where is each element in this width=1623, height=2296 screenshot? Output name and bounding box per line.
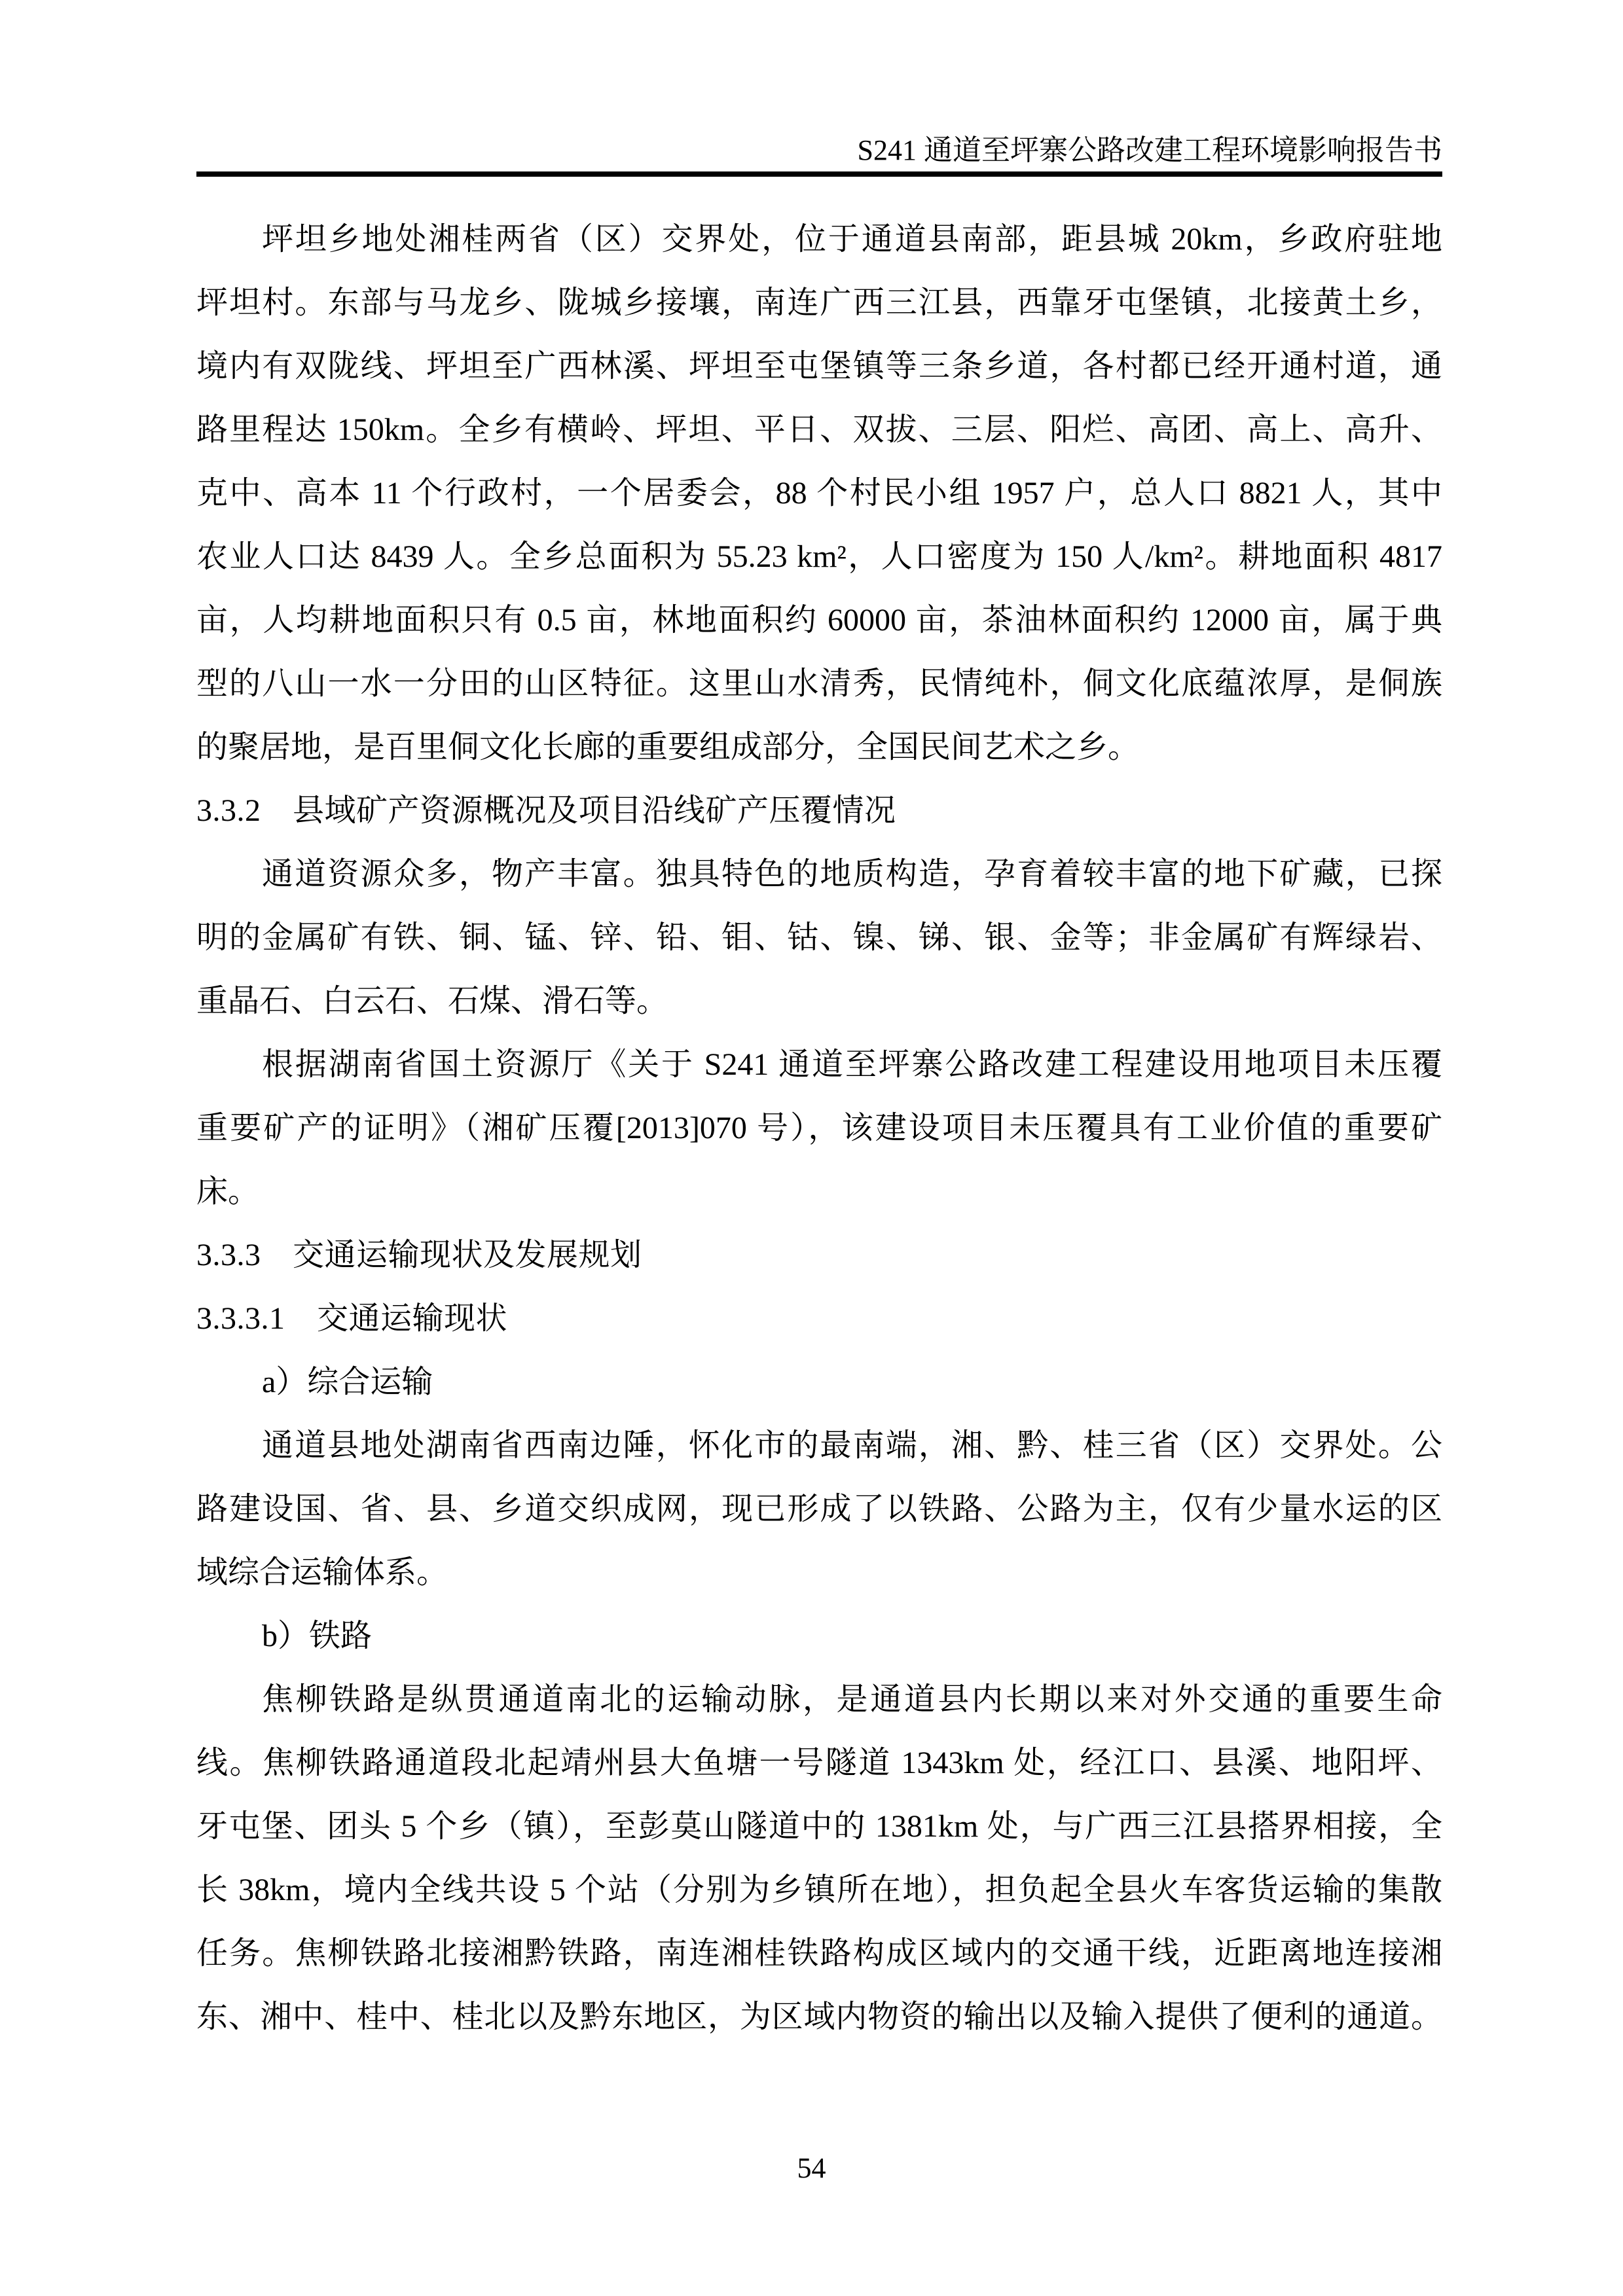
paragraph-line: 线。焦柳铁路通道段北起靖州县大鱼塘一号隧道 1343km 处，经江口、县溪、地阳坪、 [196,1746,1442,1780]
paragraph-line: 通道县地处湖南省西南边陲，怀化市的最南端，湘、黔、桂三省（区）交界处。公 [262,1428,1442,1463]
page-number: 54 [797,2152,826,2184]
paragraph-line: 的聚居地，是百里侗文化长廊的重要组成部分，全国民间艺术之乡。 [196,730,1140,764]
paragraph-line: 重要矿产的证明》（湘矿压覆[2013]070 号），该建设项目未压覆具有工业价值的重要矿 [196,1111,1442,1145]
paragraph-line: 路建设国、省、县、乡道交织成网，现已形成了以铁路、公路为主，仅有少量水运的区 [196,1492,1442,1526]
paragraph-line: 通道资源众多，物产丰富。独具特色的地质构造，孕育着较丰富的地下矿藏，已探 [262,857,1442,891]
header-running-title: S241 通道至坪寨公路改建工程环境影响报告书 [857,134,1442,166]
document-body [196,207,1442,2049]
paragraph-line: 东、湘中、桂中、桂北以及黔东地区，为区域内物资的输出以及输入提供了便利的通道。 [196,2000,1442,2034]
paragraph-line: 型的八山一水一分田的山区特征。这里山水清秀，民情纯朴，侗文化底蕴浓厚，是侗族 [196,666,1442,701]
paragraph-line: 床。 [196,1174,260,1209]
paragraph-line: 根据湖南省国土资源厅《关于 S241 通道至坪寨公路改建工程建设用地项目未压覆 [262,1047,1442,1082]
paragraph-line: 任务。焦柳铁路北接湘黔铁路，南连湘桂铁路构成区域内的交通干线，近距离地连接湘 [196,1936,1442,1971]
section-heading-3-3-3: 3.3.3 交通运输现状及发展规划 [196,1238,642,1272]
list-label-a: a）综合运输 [262,1365,433,1399]
list-label-b: b）铁路 [262,1619,373,1653]
paragraph-line: 坪坦乡地处湘桂两省（区）交界处，位于通道县南部，距县城 20km，乡政府驻地 [262,222,1442,257]
paragraph-line: 农业人口达 8439 人。全乡总面积为 55.23 km²，人口密度为 150 人/km²。耕地面积 4817 [196,539,1442,574]
paragraph-line: 域综合运输体系。 [196,1555,448,1590]
paragraph-line: 境内有双陇线、坪坦至广西林溪、坪坦至屯堡镇等三条乡道，各村都已经开通村道，通 [196,349,1442,384]
paragraph-line: 明的金属矿有铁、铜、锰、锌、铅、钼、钴、镍、锑、银、金等；非金属矿有辉绿岩、 [196,920,1442,955]
paragraph-line: 牙屯堡、团头 5 个乡（镇），至彭莫山隧道中的 1381km 处，与广西三江县搭界相接，全 [196,1809,1442,1844]
paragraph-line: 重晶石、白云石、石煤、滑石等。 [196,984,668,1018]
paragraph-line: 克中、高本 11 个行政村，一个居委会，88 个村民小组 1957 户，总人口 8821 人，其中 [196,476,1442,511]
paragraph-line: 亩，人均耕地面积只有 0.5 亩，林地面积约 60000 亩，茶油林面积约 12000 亩，属于典 [196,603,1442,637]
header-rule [196,171,1442,177]
paragraph-line: 焦柳铁路是纵贯通道南北的运输动脉，是通道县内长期以来对外交通的重要生命 [262,1682,1442,1717]
paragraph-line: 长 38km，境内全线共设 5 个站（分别为乡镇所在地），担负起全县火车客货运输的集散 [196,1873,1442,1907]
section-heading-3-3-3-1: 3.3.3.1 交通运输现状 [196,1301,508,1336]
section-heading-3-3-2: 3.3.2 县域矿产资源概况及项目沿线矿产压覆情况 [196,793,896,828]
paragraph-line: 路里程达 150km。全乡有横岭、坪坦、平日、双拔、三层、阳烂、高团、高上、高升、 [196,412,1442,447]
paragraph-line: 坪坦村。东部与马龙乡、陇城乡接壤，南连广西三江县，西靠牙屯堡镇，北接黄土乡， [196,285,1442,320]
